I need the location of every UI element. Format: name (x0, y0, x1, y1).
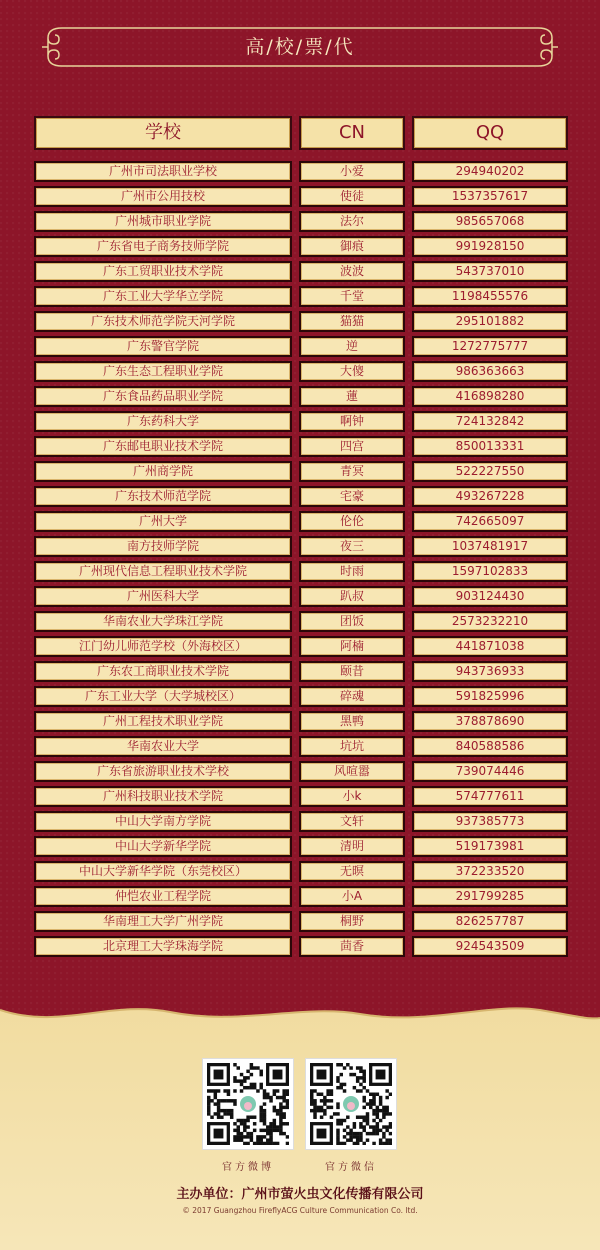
table-row (0, 811, 600, 832)
cn-cell: 大傻 (299, 361, 405, 382)
header-banner (40, 24, 560, 70)
school-cell: 中山大学新华学院（东莞校区） (34, 861, 292, 882)
school-cell: 广州市司法职业学校 (34, 161, 292, 182)
cn-cell: 小k (299, 786, 405, 807)
school-cell: 广州市公用技校 (34, 186, 292, 207)
table-row (0, 386, 600, 407)
cn-cell: 坑坑 (299, 736, 405, 757)
column-header-cn: CN (299, 116, 405, 150)
school-cell: 广州医科大学 (34, 586, 292, 607)
school-cell: 广东技术师范学院 (34, 486, 292, 507)
copyright-text: © 2017 Guangzhou FireflyACG Culture Communication Co. ltd. (182, 1206, 418, 1215)
school-cell: 广东工业大学（大学城校区） (34, 686, 292, 707)
school-cell: 广东邮电职业技术学院 (34, 436, 292, 457)
table-row (0, 536, 600, 557)
school-cell: 江门幼儿师范学校（外海校区） (34, 636, 292, 657)
qq-cell: 1537357617 (412, 186, 568, 207)
school-cell: 南方技师学院 (34, 536, 292, 557)
cn-cell: 碎魂 (299, 686, 405, 707)
cn-cell: 逆 (299, 336, 405, 357)
school-cell: 广州城市职业学院 (34, 211, 292, 232)
qq-cell: 850013331 (412, 436, 568, 457)
school-cell: 广州科技职业技术学院 (34, 786, 292, 807)
qq-cell: 903124430 (412, 586, 568, 607)
cn-cell: 无暝 (299, 861, 405, 882)
qq-cell: 724132842 (412, 411, 568, 432)
school-cell: 广东技术师范学院天河学院 (34, 311, 292, 332)
qq-cell: 924543509 (412, 936, 568, 957)
school-cell: 广东食品药品职业学院 (34, 386, 292, 407)
school-cell: 广东警官学院 (34, 336, 292, 357)
cn-cell: 四宫 (299, 436, 405, 457)
cn-cell: 猫猫 (299, 311, 405, 332)
cn-cell: 桐野 (299, 911, 405, 932)
table-row (0, 336, 600, 357)
qq-cell: 1037481917 (412, 536, 568, 557)
weibo-label: 官方微博 (222, 1162, 274, 1173)
cn-cell: 小A (299, 886, 405, 907)
organizer-text: 主办单位：广州市萤火虫文化传播有限公司 (176, 1187, 424, 1202)
cn-cell: 趴叔 (299, 586, 405, 607)
cn-cell: 清明 (299, 836, 405, 857)
table-row (0, 261, 600, 282)
qq-cell: 372233520 (412, 861, 568, 882)
qq-cell: 1198455576 (412, 286, 568, 307)
table-row (0, 736, 600, 757)
cn-cell: 千堂 (299, 286, 405, 307)
table-row (0, 711, 600, 732)
cn-cell: 夜三 (299, 536, 405, 557)
qq-cell: 742665097 (412, 511, 568, 532)
school-cell: 广州现代信息工程职业技术学院 (34, 561, 292, 582)
school-cell: 广州大学 (34, 511, 292, 532)
table-row (0, 836, 600, 857)
school-cell: 仲恺农业工程学院 (34, 886, 292, 907)
school-cell: 广东省旅游职业技术学校 (34, 761, 292, 782)
qq-cell: 2573232210 (412, 611, 568, 632)
qr-code-wechat-icon (305, 1058, 397, 1150)
table-row (0, 511, 600, 532)
table-row (0, 486, 600, 507)
column-header-qq: QQ (412, 116, 568, 150)
table-row (0, 561, 600, 582)
school-cell: 广东药科大学 (34, 411, 292, 432)
qq-cell: 295101882 (412, 311, 568, 332)
qq-cell: 985657068 (412, 211, 568, 232)
qq-cell: 543737010 (412, 261, 568, 282)
qq-cell: 937385773 (412, 811, 568, 832)
qq-cell: 522227550 (412, 461, 568, 482)
qq-cell: 519173981 (412, 836, 568, 857)
school-cell: 北京理工大学珠海学院 (34, 936, 292, 957)
table-row (0, 211, 600, 232)
school-cell: 中山大学南方学院 (34, 811, 292, 832)
qq-cell: 291799285 (412, 886, 568, 907)
school-cell: 广东工贸职业技术学院 (34, 261, 292, 282)
table-row (0, 636, 600, 657)
qq-cell: 991928150 (412, 236, 568, 257)
school-cell: 华南农业大学 (34, 736, 292, 757)
school-cell: 广东农工商职业技术学院 (34, 661, 292, 682)
qq-cell: 416898280 (412, 386, 568, 407)
cn-cell: 御痕 (299, 236, 405, 257)
cn-cell: 风喧嚣 (299, 761, 405, 782)
cn-cell: 小爱 (299, 161, 405, 182)
school-cell: 华南农业大学珠江学院 (34, 611, 292, 632)
qq-cell: 826257787 (412, 911, 568, 932)
qq-cell: 1597102833 (412, 561, 568, 582)
table-row (0, 786, 600, 807)
cn-cell: 波波 (299, 261, 405, 282)
qq-cell: 840588586 (412, 736, 568, 757)
qq-cell: 574777611 (412, 786, 568, 807)
table-row (0, 361, 600, 382)
table-row (0, 661, 600, 682)
table-row (0, 686, 600, 707)
cn-cell: 颐昔 (299, 661, 405, 682)
table-row (0, 461, 600, 482)
qq-cell: 378878690 (412, 711, 568, 732)
wechat-label: 官方微信 (325, 1162, 377, 1173)
cn-cell: 文轩 (299, 811, 405, 832)
qr-code-weibo-icon (202, 1058, 294, 1150)
table-row (0, 586, 600, 607)
table-row (0, 186, 600, 207)
cn-cell: 黑鸭 (299, 711, 405, 732)
school-cell: 广东工业大学华立学院 (34, 286, 292, 307)
table-row (0, 411, 600, 432)
qq-cell: 591825996 (412, 686, 568, 707)
cn-cell: 茴香 (299, 936, 405, 957)
table-row (0, 761, 600, 782)
qq-cell: 1272775777 (412, 336, 568, 357)
school-cell: 广州工程技术职业学院 (34, 711, 292, 732)
school-cell: 广州商学院 (34, 461, 292, 482)
qq-cell: 739074446 (412, 761, 568, 782)
cn-cell: 宅豪 (299, 486, 405, 507)
cn-cell: 青冥 (299, 461, 405, 482)
cn-cell: 使徒 (299, 186, 405, 207)
table-row (0, 436, 600, 457)
page-title: 高/校/票/代 (245, 36, 355, 58)
table-row (0, 286, 600, 307)
table-row (0, 311, 600, 332)
cn-cell: 蓮 (299, 386, 405, 407)
cn-cell: 法尔 (299, 211, 405, 232)
table-row (0, 886, 600, 907)
qq-cell: 943736933 (412, 661, 568, 682)
qq-cell: 294940202 (412, 161, 568, 182)
school-cell: 中山大学新华学院 (34, 836, 292, 857)
cn-cell: 时雨 (299, 561, 405, 582)
qq-cell: 986363663 (412, 361, 568, 382)
cn-cell: 阿楠 (299, 636, 405, 657)
qq-cell: 493267228 (412, 486, 568, 507)
table-row (0, 611, 600, 632)
column-header-school: 学校 (34, 116, 292, 150)
table-row (0, 936, 600, 957)
school-cell: 广东省电子商务技师学院 (34, 236, 292, 257)
cn-cell: 啊钟 (299, 411, 405, 432)
cn-cell: 伦伦 (299, 511, 405, 532)
school-cell: 广东生态工程职业学院 (34, 361, 292, 382)
table-row (0, 236, 600, 257)
school-cell: 华南理工大学广州学院 (34, 911, 292, 932)
table-row (0, 911, 600, 932)
cn-cell: 团饭 (299, 611, 405, 632)
table-row (0, 861, 600, 882)
qq-cell: 441871038 (412, 636, 568, 657)
table-row (0, 161, 600, 182)
